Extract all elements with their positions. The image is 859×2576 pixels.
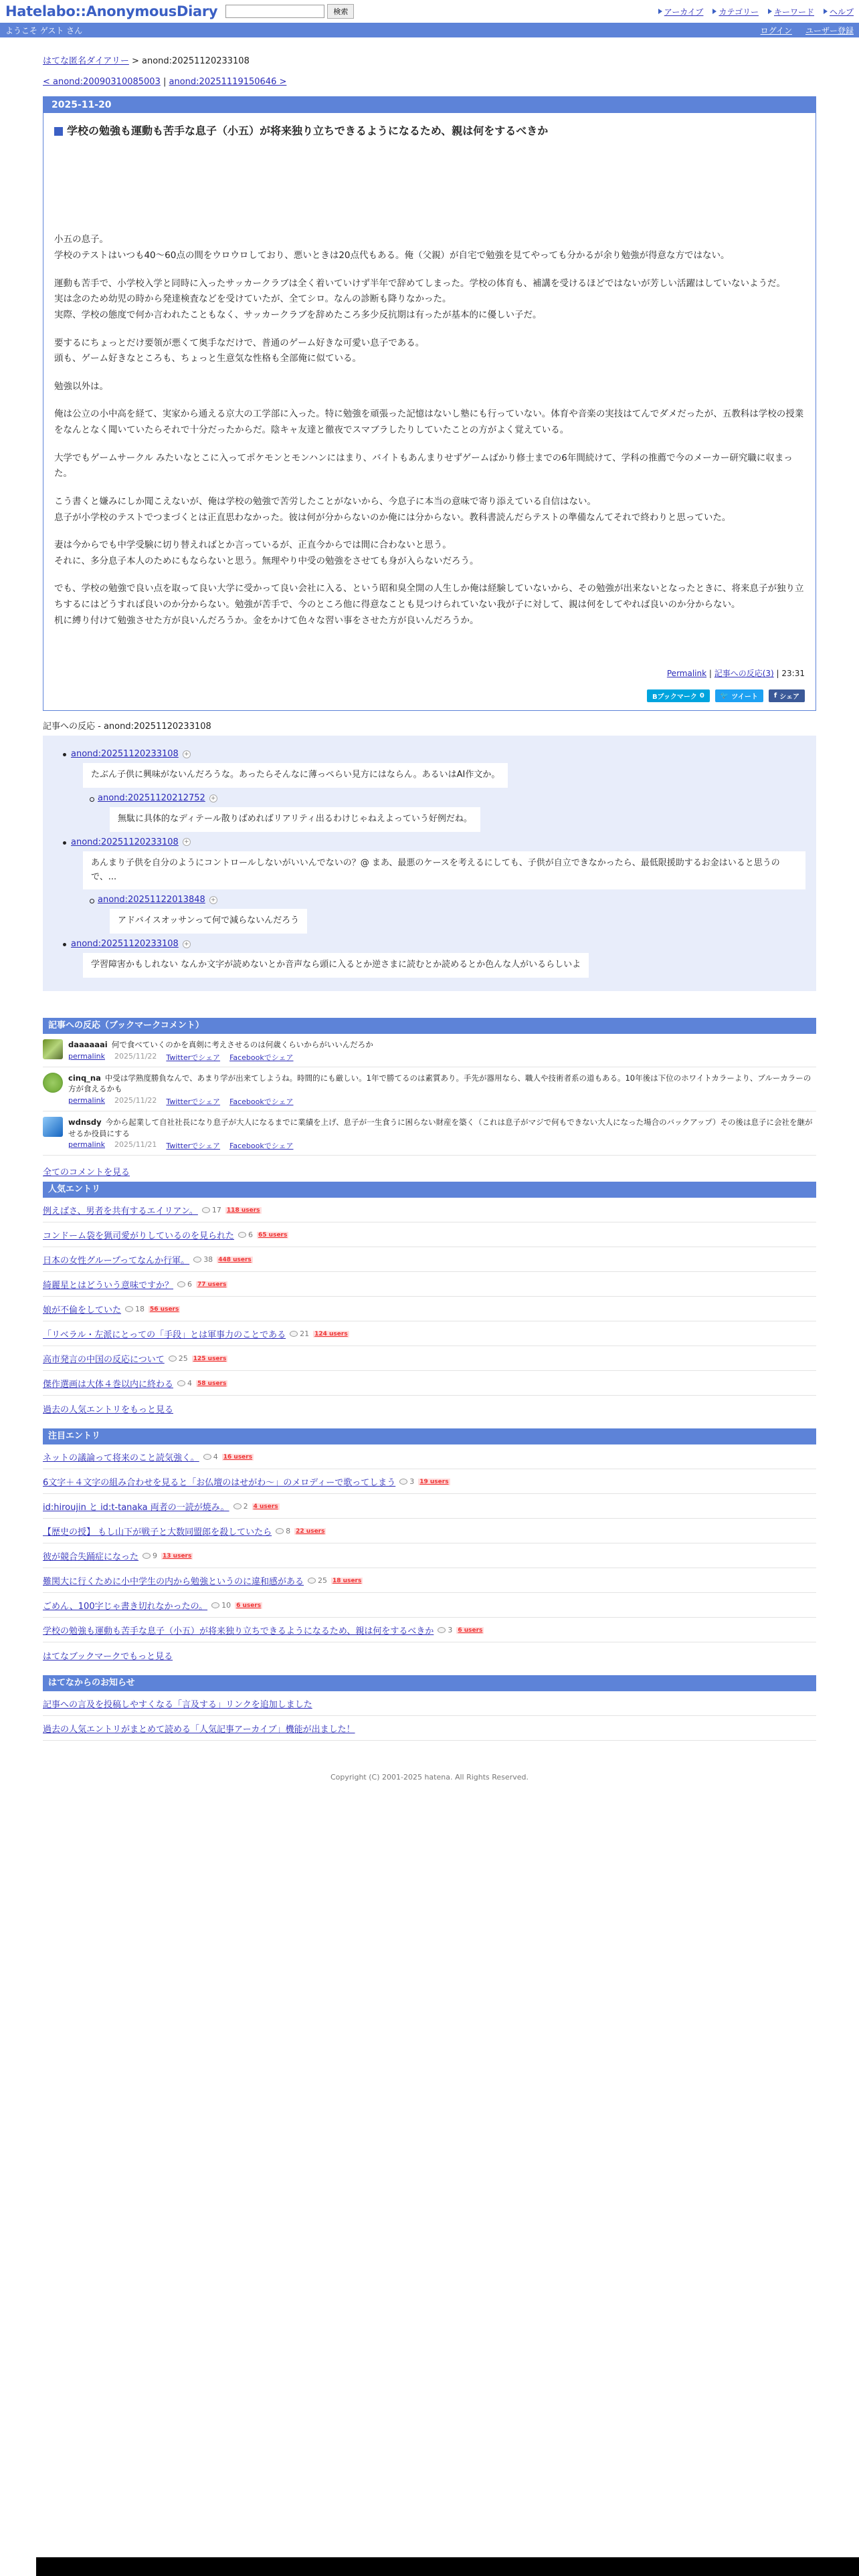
login-link[interactable]: ログイン	[760, 25, 792, 35]
users-badge[interactable]: 13 users	[163, 1552, 192, 1560]
popular-section	[43, 1182, 816, 1424]
users-badge[interactable]: 6 users	[458, 1626, 483, 1634]
entry-link[interactable]: 「リベラル・左派にとっての「手段」とは軍事力のことである	[43, 1330, 286, 1341]
article-paragraph: 妻は今からでも中学受験に切り替えればとか言っているが、正直今からでは間に合わないと思う。 それに、多分息子本人のためにもならないと思う。無理やり中受の勉強をさせても身が入らないだろう。	[54, 540, 479, 566]
users-badge[interactable]: 19 users	[419, 1478, 449, 1485]
article-box	[43, 96, 816, 711]
comment-bubble-icon	[202, 1207, 210, 1213]
breadcrumb-current: anond:20251120233108	[142, 56, 250, 66]
reaction-link[interactable]: anond:20251120233108	[71, 749, 179, 760]
comment-count-value: 3	[448, 1626, 453, 1635]
comment-count[interactable]	[125, 1305, 145, 1313]
comment-count[interactable]	[238, 1230, 253, 1239]
entry-item	[43, 1346, 816, 1371]
square-bullet-icon	[54, 127, 63, 136]
twitter-share-link[interactable]: Twitterでシェア	[166, 1142, 221, 1151]
bookmark-comments-section	[43, 1018, 816, 1156]
entry-link[interactable]: ネットの議論って将来のこと読気強く。	[43, 1453, 199, 1464]
article-paragraph: でも、学校の勉強で良い点を取って良い大学に受かって良い会社に入る、という昭和臭全開の人生しか俺は経験していないから、その勉強が出来ないとなったときに、将来息子が独り立ちするにはどうすれば良いのか分からない。勉強が苦手で、今のところ他に得意なことも見つけられていない我が子に対して、親は何をしてやれば良いのか分からない。 机に縛り付けて勉強させた方が良いんだろうか。金をかけて色々な習い事をさせた方が良いんだろうか。	[54, 583, 804, 626]
arrow-right-icon	[824, 9, 828, 14]
comment-count-value: 8	[286, 1527, 291, 1536]
search-input[interactable]	[225, 5, 324, 18]
bookmark-user[interactable]: cinq_na	[68, 1073, 101, 1083]
article-paragraph: 小五の息子。 学校のテストはいつも40〜60点の間をウロウロしており、悪いときは20点代もある。俺（父親）が自宅で勉強を見てやっても分かるが余り勉強が得意な方ではない。	[54, 234, 730, 261]
reactions-link[interactable]: 記事への反応(3)	[714, 669, 774, 679]
entry-link[interactable]: 綺麗星とはどういう意味ですか？	[43, 1281, 174, 1291]
nav-help[interactable]: ヘルプ	[824, 6, 854, 17]
entry-link[interactable]: ごめん、100字じゃ書き切れなかったの。	[43, 1602, 208, 1612]
bookmark-permalink[interactable]: permalink	[68, 1096, 105, 1105]
reaction-link[interactable]: anond:20251120233108	[71, 837, 179, 847]
bookmark-date: 2025/11/21	[114, 1140, 157, 1150]
comment-bubble-icon	[125, 1306, 133, 1312]
article-paragraph: 要するにちょっとだけ要領が悪くて奥手なだけで、普通のゲーム好きな可愛い息子である。 頭も、ゲーム好きなところも、ちょっと生意気な性格も全部俺に似ている。	[54, 337, 425, 364]
comment-count-value: 6	[248, 1230, 254, 1240]
article-paragraph: 運動も苦手で、小学校入学と同時に入ったサッカークラブは全く着いていけず半年で辞めてしまった。学校の体育も、補講を受けるほどではないが芳しい活躍はしていないようだ。 実は念のため幼児の時から発達検査などを受けていたが、全てシロ。なんの診断も降りなかった。 実際、学校の態度で何か言われたこともなく、サッカークラブを辞めたころ多少反抗期は有ったが基本的に優しい子だ。	[54, 278, 785, 320]
plus-icon[interactable]: +	[183, 838, 191, 846]
notable-header: 注目エントリ	[43, 1428, 816, 1444]
reaction-excerpt: アドバイスオッサンって何で減らないんだろう	[110, 909, 307, 934]
reaction-excerpt: 学習障害かもしれない なんか文字が読めないとか音声なら頭に入るとか逆さまに読むとか読めるとか色んな人がいるらしいよ	[83, 953, 589, 978]
next-entry-link[interactable]: anond:20251119150646 >	[169, 77, 287, 87]
comment-count-value: 2	[243, 1502, 248, 1511]
entry-link[interactable]: 高市発言の中国の反応について	[43, 1355, 165, 1366]
facebook-share-link[interactable]: Facebookでシェア	[229, 1053, 294, 1062]
comment-bubble-icon	[211, 1602, 219, 1608]
reaction-excerpt: あんまり子供を自分のようにコントロールしないがいいんでないの？@ まあ、最悪のケースを考えるにしても、子供が自立できなかったら、最低限援助するお金はいると思うので、...	[83, 851, 805, 890]
facebook-share-link[interactable]: Facebookでシェア	[229, 1097, 294, 1107]
entry-item	[43, 1222, 816, 1247]
entry-item	[43, 1198, 816, 1222]
avatar[interactable]	[43, 1039, 63, 1059]
bookmark-date: 2025/11/22	[114, 1051, 157, 1061]
bookmark-comments-header: 記事への反応（ブックマークコメント）	[43, 1018, 816, 1034]
comment-bubble-icon	[290, 1331, 298, 1337]
reaction-item	[54, 749, 805, 788]
plus-icon[interactable]: +	[183, 750, 191, 758]
permalink-link[interactable]: Permalink	[666, 669, 707, 679]
entry-item	[43, 1247, 816, 1272]
comment-bubble-icon	[177, 1380, 185, 1386]
entry-link[interactable]: 彼が競合失踊症になった	[43, 1552, 139, 1563]
comment-count-value: 18	[135, 1305, 145, 1314]
users-badge[interactable]: 6 users	[236, 1602, 262, 1609]
comment-count[interactable]	[399, 1477, 414, 1486]
reaction-excerpt: たぶん子供に興味がないんだろうな。あったらそんなに薄っぺらい見方にはならん。あるいはAI作文か。	[83, 763, 508, 788]
bookmark-comment	[43, 1034, 816, 1067]
notable-more-link[interactable]: はてなブックマークでもっと見る	[43, 1652, 173, 1662]
share-row	[43, 679, 816, 710]
comment-bubble-icon	[238, 1232, 246, 1238]
top-bar	[0, 0, 859, 23]
all-comments-link[interactable]: 全てのコメントを見る	[43, 1168, 130, 1178]
bookmark-meta	[68, 1140, 816, 1151]
comment-bubble-icon	[308, 1578, 316, 1584]
article-paragraph: こう書くと嫌みにしか聞こえないが、俺は学校の勉強で苦労したことがないから、今息子に本当の意味で寄り添えている自信はない。 息子が小学校のテストでつまづくとは正直思わなかった。彼は何が分からないのか俺には分からない。教科書読んだらテストの準備なんてそれで終わりと思っていた。	[54, 496, 731, 523]
comment-count-value: 25	[318, 1576, 328, 1586]
comment-count[interactable]	[290, 1329, 309, 1338]
avatar[interactable]	[43, 1117, 63, 1137]
entry-item	[43, 1321, 816, 1346]
facebook-icon: f	[773, 692, 777, 700]
entry-link[interactable]: 6文字＋４文字の組み合わせを見ると「お仏壇のはせがわ〜」のメロディーで歌ってしまう	[43, 1478, 396, 1489]
comment-bubble-icon	[203, 1454, 211, 1460]
news-section	[43, 1675, 816, 1741]
comment-bubble-icon	[169, 1356, 177, 1362]
reaction-item	[54, 837, 805, 890]
reaction-excerpt: 無駄に具体的なディテール散りばめればリアリティ出るわけじゃねえよっていう好例だね。	[110, 807, 480, 832]
entry-link[interactable]: 例えばさ、男者を共有するエイリアン。	[43, 1206, 198, 1217]
reaction-meta	[54, 749, 805, 759]
reaction-link[interactable]: anond:20251122013848	[98, 895, 205, 905]
article-date: 2025-11-20	[43, 97, 816, 113]
article-paragraph: 大学でもゲームサークル みたいなとこに入ってポケモンとモンハンにはまり、バイトもあんまりせずゲームばかり修士までの6年間続けて、学科の推薦で今のメーカー研究職に収まった。	[54, 452, 793, 479]
bookmark-content	[68, 1073, 816, 1107]
bookmark-count: 0	[699, 692, 704, 700]
breadcrumb-home[interactable]: はてな匿名ダイアリー	[43, 56, 129, 66]
bookmark-permalink[interactable]: permalink	[68, 1051, 105, 1061]
comment-count-value: 9	[153, 1551, 158, 1561]
comment-count[interactable]	[177, 1379, 192, 1388]
breadcrumb: はてな匿名ダイアリー > anond:20251120233108	[43, 56, 250, 66]
users-badge[interactable]: 77 users	[197, 1281, 227, 1288]
bookmark-comments-list	[43, 1034, 816, 1156]
reactions-title: 記事への反応 - anond:20251120233108	[43, 722, 211, 732]
bookmark-text: 今から起業して自社社長になり息子が大人になるまでに業績を上げ、息子が一生食うに困らない財産を築く（これは息子がマジで何もできない大人になった場合のバックアップ）その後は息子に会社を継がせるか役員にする	[68, 1117, 813, 1138]
reaction-link[interactable]: anond:20251120233108	[71, 939, 179, 950]
bookmark-line	[68, 1039, 373, 1051]
article-body	[43, 232, 816, 629]
reaction-item	[54, 793, 805, 832]
entry-item	[43, 1618, 816, 1642]
reaction-link[interactable]: anond:20251120212752	[98, 793, 205, 804]
article-title[interactable]: 学校の勉強も運動も苦手な息子（小五）が将来独り立ちできるようになるため、親は何をするべきか	[54, 124, 805, 138]
comment-count[interactable]	[203, 1453, 218, 1461]
nav-category[interactable]: カテゴリー	[712, 6, 759, 17]
nav-archive[interactable]: アーカイブ	[658, 6, 704, 17]
comment-count[interactable]	[211, 1601, 231, 1610]
news-link[interactable]: 過去の人気エントリがまとめて読める「人気記事アーカイブ」機能が出ました！	[43, 1725, 355, 1735]
comment-count-value: 4	[213, 1453, 218, 1462]
entry-item	[43, 1371, 816, 1396]
entry-item	[43, 1494, 816, 1519]
comment-count-value: 38	[203, 1255, 213, 1265]
bookmark-date: 2025/11/22	[114, 1096, 157, 1105]
users-badge[interactable]: 118 users	[226, 1206, 260, 1214]
reaction-meta	[54, 793, 805, 803]
article-time: 23:31	[781, 669, 805, 679]
prev-entry-link[interactable]: < anond:20090310085003	[43, 77, 161, 87]
comment-bubble-icon	[177, 1281, 185, 1287]
entry-item	[43, 1469, 816, 1494]
black-overlay-bar	[36, 2557, 859, 2576]
copyright: Copyright (C) 2001-2025 hatena. All Rights Reserved.	[330, 1773, 529, 1782]
comment-count[interactable]	[169, 1354, 188, 1363]
bookmark-user[interactable]: daaaaaai	[68, 1040, 108, 1050]
comment-count[interactable]	[193, 1255, 213, 1264]
entry-link[interactable]: 【歴史の授】 もし山下が戦子と大数同盟郎を殺していたら	[43, 1527, 272, 1538]
comment-bubble-icon	[399, 1479, 407, 1485]
reaction-meta	[54, 939, 805, 949]
reaction-item	[54, 939, 805, 978]
comment-count[interactable]	[233, 1502, 248, 1511]
comment-bubble-icon	[142, 1553, 151, 1559]
notable-section	[43, 1428, 816, 1671]
entry-item	[43, 1543, 816, 1568]
comment-count[interactable]	[202, 1206, 221, 1214]
popular-more-link[interactable]: 過去の人気エントリをもっと見る	[43, 1405, 174, 1416]
comment-count-value: 6	[187, 1280, 193, 1289]
hatena-bookmark-button[interactable]: Bブックマーク 0	[647, 689, 710, 702]
entry-nav: < anond:20090310085003 | anond:20251119150646 >	[43, 77, 287, 87]
users-badge[interactable]: 4 users	[253, 1503, 278, 1510]
news-header: はてなからのお知らせ	[43, 1675, 816, 1691]
article-paragraph: 勉強以外は。	[54, 381, 108, 392]
users-badge[interactable]: 56 users	[150, 1305, 179, 1313]
bookmark-meta	[68, 1052, 373, 1063]
top-nav	[658, 6, 854, 17]
twitter-share-link[interactable]: Twitterでシェア	[166, 1053, 221, 1062]
comment-count-value: 17	[211, 1206, 221, 1215]
comment-bubble-icon	[276, 1528, 284, 1534]
entry-link[interactable]: 難関大に行くために小中学生の内から勉強というのに違和感がある	[43, 1577, 304, 1588]
bookmark-user[interactable]: wdnsdy	[68, 1117, 102, 1128]
bookmark-content	[68, 1117, 816, 1151]
comment-bubble-icon	[193, 1257, 201, 1263]
register-link[interactable]: ユーザー登録	[805, 25, 854, 35]
arrow-right-icon	[712, 9, 717, 14]
users-badge[interactable]: 18 users	[332, 1577, 362, 1584]
bookmark-text: 何で食べていくのかを真剣に考えさせるのは何歳くらいからがいいんだろか	[111, 1040, 373, 1050]
entry-link[interactable]: 日本の女性グループってなんか行軍。	[43, 1256, 190, 1267]
twitter-share-link[interactable]: Twitterでシェア	[166, 1097, 221, 1107]
bookmark-permalink[interactable]: permalink	[68, 1140, 105, 1150]
user-bar	[0, 23, 859, 37]
news-item	[43, 1691, 816, 1716]
comment-count[interactable]	[308, 1576, 327, 1585]
search-button[interactable]: 検索	[327, 4, 354, 19]
bookmark-content	[68, 1039, 373, 1063]
tweet-button[interactable]: 🐦 ツイート	[715, 689, 763, 702]
facebook-share-link[interactable]: Facebookでシェア	[229, 1142, 294, 1151]
entry-item	[43, 1519, 816, 1543]
entry-link[interactable]: 娘が不倫をしていた	[43, 1305, 122, 1316]
users-badge[interactable]: 124 users	[314, 1330, 348, 1337]
entry-item	[43, 1272, 816, 1297]
facebook-share-button[interactable]: f シェア	[769, 689, 805, 702]
users-badge[interactable]: 16 users	[223, 1453, 253, 1461]
comment-count[interactable]	[438, 1626, 452, 1634]
reactions-box	[43, 736, 816, 991]
bookmark-meta	[68, 1096, 816, 1107]
reaction-meta	[54, 895, 805, 905]
entry-item	[43, 1444, 816, 1469]
avatar[interactable]	[43, 1073, 63, 1093]
welcome-text: ようこそ ゲスト さん	[5, 25, 83, 35]
entry-item	[43, 1297, 816, 1321]
reaction-item	[54, 895, 805, 934]
comment-count-value: 10	[221, 1601, 231, 1610]
entry-link[interactable]: id:hiroujin と id:t-tanaka 両者の一読が焼み。	[43, 1503, 229, 1513]
popular-list	[43, 1198, 816, 1396]
reaction-meta	[54, 837, 805, 847]
plus-icon[interactable]: +	[183, 940, 191, 948]
comment-bubble-icon	[438, 1627, 446, 1633]
comment-count-value: 21	[300, 1329, 310, 1339]
news-item	[43, 1716, 816, 1741]
comment-count[interactable]	[142, 1551, 157, 1560]
news-link[interactable]: 記事への言及を投稿しやすくなる「言及する」リンクを追加しました	[43, 1700, 312, 1711]
users-badge[interactable]: 65 users	[258, 1231, 288, 1239]
arrow-right-icon	[768, 9, 772, 14]
users-badge[interactable]: 125 users	[193, 1355, 227, 1362]
site-logo[interactable]: Hatelabo::AnonymousDiary	[5, 3, 218, 19]
bookmark-comment	[43, 1067, 816, 1111]
comment-count[interactable]	[276, 1527, 290, 1535]
notable-list	[43, 1444, 816, 1642]
users-badge[interactable]: 22 users	[296, 1527, 325, 1535]
users-badge[interactable]: 58 users	[197, 1380, 227, 1387]
comment-count-value: 4	[187, 1379, 193, 1388]
users-badge[interactable]: 448 users	[218, 1256, 252, 1263]
entry-link[interactable]: 学校の勉強も運動も苦手な息子（小五）が将来独り立ちできるようになるため、親は何をするべきか	[43, 1626, 434, 1637]
bookmark-line	[68, 1117, 816, 1139]
entry-link[interactable]: 傑作選画は大体４巻以内に終わる	[43, 1380, 174, 1390]
popular-header: 人気エントリ	[43, 1182, 816, 1198]
comment-count-value: 3	[409, 1477, 415, 1487]
comment-count[interactable]	[177, 1280, 192, 1289]
entry-item	[43, 1593, 816, 1618]
comment-bubble-icon	[233, 1503, 242, 1509]
bookmark-comment	[43, 1111, 816, 1156]
plus-icon[interactable]: +	[209, 794, 217, 802]
nav-keyword[interactable]: キーワード	[768, 6, 814, 17]
plus-icon[interactable]: +	[209, 896, 217, 904]
bookmark-line	[68, 1073, 816, 1095]
arrow-right-icon	[658, 9, 662, 14]
entry-item	[43, 1568, 816, 1593]
comment-count-value: 25	[178, 1354, 188, 1364]
article-paragraph: 俺は公立の小中高を経て、実家から通える京大の工学部に入った。特に勉強を頑張った記憶はないし塾にも行っていない。体育や音楽の実技はてんでダメだったが、五教科は学校の授業をなんとなく聞いていたらそれで十分だったからだ。陰キャ友達と徹夜でスマブラしたりしていたことの方がよく覚えている。	[54, 409, 804, 436]
article-footer: Permalink | 記事への反応(3) | 23:31	[666, 669, 805, 679]
bookmark-text: 中受は学熟度勝負なんで、あまり学が出来てしようね。時間的にも厳しい。1年で勝てるのは素質あり。手先が器用なら、職人や技術者系の道もある。10年後は下位のホワイトカラーより、ブルーカラーの方が食えるかも	[68, 1073, 812, 1094]
entry-link[interactable]: コンドーム袋を猟司愛がりしているのを見られた	[43, 1231, 235, 1242]
bird-icon: 🐦	[720, 692, 729, 700]
